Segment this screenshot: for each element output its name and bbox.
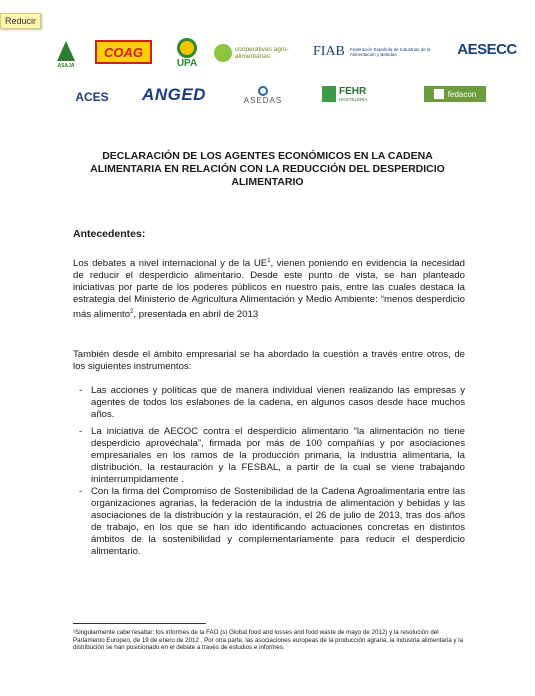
anged-logo: [133, 84, 215, 106]
list-item: - La iniciativa de AECOC contra el desperdicio alimentario “la alimentación no tiene desperdicio aprovéchala”, firmada por más de 100 compañías y por asociaciones empresariales en los ramos de la producción primaria, la industria alimentaria, la distribución, la restauración y la FESBAL, a partir de la cual se viene trabajando ininterrumpidamente .: [73, 426, 465, 486]
fehr-label: FEHR: [339, 85, 367, 97]
upa-logo: [170, 33, 204, 73]
paragraph-1-part-a: Los debates a nivel internacional y de la UE: [73, 258, 268, 270]
aces-logo: [72, 88, 112, 106]
upa-label: UPA: [176, 57, 198, 69]
reducir-button[interactable]: Reducir: [0, 13, 41, 29]
footnote-ref-1: 1: [267, 258, 271, 264]
asaja-emblem-icon: [57, 41, 75, 61]
fiab-logo: [313, 43, 448, 61]
section-heading: Antecedentes:: [73, 228, 146, 240]
asedas-ring-icon: [258, 86, 268, 96]
list-item: - Las acciones y políticas que de manera individual vienen realizando las empresas y agentes de todos los eslabones de la cadena, en algunos casos desde hace muchos años.: [73, 385, 465, 421]
fedacon-label: fedacon: [447, 89, 477, 99]
paragraph-1: [73, 255, 465, 321]
aces-label: ACES: [75, 90, 109, 104]
upa-sun-icon: [177, 38, 197, 58]
fedacon-emblem-icon: [434, 89, 444, 99]
fehr-subtitle: HOSTELERÍA: [339, 96, 368, 102]
paragraph-2: También desde el ámbito empresarial se ha abordado la cuestión a través entre otros, de los siguientes instrumentos:: [73, 349, 465, 372]
list-item: - Con la firma del Compromiso de Sostenibilidad de la Cadena Agroalimentaria entre las organizaciones agrarias, la federación de la industria de alimentación y bebidas y las asociaciones de la distribución y la restauración, el 26 de julio de 2013, tras dos años de trabajo, en los que se han ido identificando actuaciones concretas en distintos ámbitos de la sostenibilidad y complementariamente para reducir el desperdicio alimentario.: [73, 486, 465, 558]
cooperativas-logo: [214, 41, 304, 65]
cooperativas-label: cooperativas agro-alimentarias: [235, 46, 289, 60]
fedacon-logo: [424, 86, 486, 102]
coag-label: COAG: [104, 44, 143, 60]
bullet-list: [73, 385, 465, 558]
fiab-subtitle: Federación Española de Industrias de la Alimentación y Bebidas: [349, 47, 431, 57]
fehr-emblem-icon: [322, 86, 336, 102]
paragraph-1-part-b: , vienen poniendo en evidencia la necesidad de reducir el desperdicio alimentario. Desde este punto de vista, se han planteado iniciativas por parte de los poderes públicos en nuestro país, entre las cuales destaca la estrategia del Ministerio de Agricultura Alimentación y Medio Ambiente: “menos desperdicio más alimento: [73, 258, 465, 321]
asaja-label: ASAJA: [57, 63, 75, 69]
coag-logo: [95, 40, 152, 64]
document-title: DECLARACIÓN DE LOS AGENTES ECONÓMICOS EN LA CADENA ALIMENTARIA EN RELACIÓN CON LA REDUCCIÓN DEL DESPERDICIO ALIMENTARIO: [90, 150, 445, 188]
aesecc-label: AESECC: [457, 40, 517, 58]
asedas-logo: [236, 82, 290, 108]
paragraph-1-part-c: , presentada en abril de 2013: [133, 309, 259, 321]
anged-label: ANGED: [142, 85, 206, 104]
asedas-label: ASEDAS: [243, 95, 283, 105]
fiab-label: FIAB: [313, 44, 345, 59]
footnote-ref-2: 2: [130, 309, 134, 316]
footnote-divider: [73, 623, 206, 624]
aesecc-logo: [455, 38, 519, 60]
cooperativas-leaf-icon: [214, 44, 232, 62]
asaja-logo: [52, 37, 80, 73]
fehr-logo: [322, 83, 390, 105]
footnote: ¹Singularmente cabe resaltar: los informes de la FAO (s) Global food and losses and food waste de mayo de 2012) y la resolución del Parlamento Europeo, de 19 de enero de 2012 . Por otra parte, las asociaciones europeas de la producción agraria, la industria alimentaria y la distribución se han posicionado en el debate a través de estudios e informes.: [73, 629, 464, 651]
